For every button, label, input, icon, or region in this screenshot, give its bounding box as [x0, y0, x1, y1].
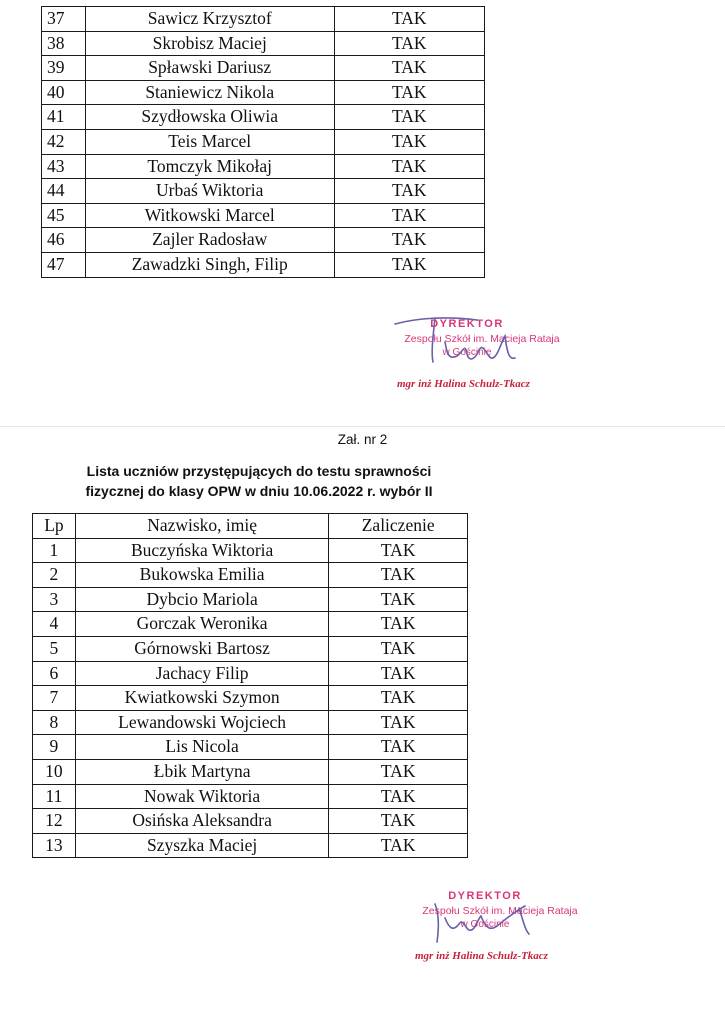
- student-name: Tomczyk Mikołaj: [85, 154, 334, 179]
- result-value: TAK: [329, 833, 468, 858]
- row-number: 3: [33, 587, 76, 612]
- director-stamp-2: [385, 890, 625, 970]
- row-number: 44: [42, 179, 86, 204]
- table-row: [42, 203, 485, 228]
- row-number: 41: [42, 105, 86, 130]
- stamp-title: DYREKTOR: [430, 318, 504, 330]
- result-value: TAK: [334, 105, 485, 130]
- row-number: 2: [33, 563, 76, 588]
- row-number: 40: [42, 80, 86, 105]
- header-lp: Lp: [33, 514, 76, 539]
- student-name: Dybcio Mariola: [75, 587, 329, 612]
- row-number: 12: [33, 809, 76, 834]
- row-number: 13: [33, 833, 76, 858]
- student-name: Witkowski Marcel: [85, 203, 334, 228]
- student-name: Spławski Dariusz: [85, 56, 334, 81]
- students-table-continuation: [41, 6, 485, 278]
- table-row: [33, 538, 468, 563]
- stamp-school: Zespołu Szkół im. Macieja Rataja: [422, 905, 578, 917]
- table-row: [33, 833, 468, 858]
- result-value: TAK: [334, 31, 485, 56]
- table-row: [33, 661, 468, 686]
- row-number: 38: [42, 31, 86, 56]
- stamp-place: w Gościnie: [442, 347, 492, 358]
- table-row: [42, 154, 485, 179]
- student-name: Bukowska Emilia: [75, 563, 329, 588]
- table-row: [33, 587, 468, 612]
- stamp-name: mgr inż Halina Schulz-Tkacz: [397, 378, 530, 390]
- stamp-school: Zespołu Szkół im. Macieja Rataja: [404, 333, 560, 345]
- table-row: [42, 56, 485, 81]
- row-number: 42: [42, 129, 86, 154]
- result-value: TAK: [329, 759, 468, 784]
- result-value: TAK: [329, 710, 468, 735]
- result-value: TAK: [334, 154, 485, 179]
- student-name: Staniewicz Nikola: [85, 80, 334, 105]
- student-name: Szyszka Maciej: [75, 833, 329, 858]
- result-value: TAK: [334, 252, 485, 277]
- student-name: Szydłowska Oliwia: [85, 105, 334, 130]
- result-value: TAK: [329, 636, 468, 661]
- signature-icon: [387, 312, 557, 382]
- row-number: 43: [42, 154, 86, 179]
- student-name: Zajler Radosław: [85, 228, 334, 253]
- student-name: Urbaś Wiktoria: [85, 179, 334, 204]
- table-header-row: [33, 514, 468, 539]
- table-row: [42, 252, 485, 277]
- student-name: Gorczak Weronika: [75, 612, 329, 637]
- student-name: Lis Nicola: [75, 735, 329, 760]
- table-row: [33, 636, 468, 661]
- table-row: [42, 129, 485, 154]
- student-name: Zawadzki Singh, Filip: [85, 252, 334, 277]
- result-value: TAK: [329, 612, 468, 637]
- students-table: [32, 513, 468, 858]
- result-value: TAK: [329, 686, 468, 711]
- table-row: [42, 80, 485, 105]
- header-name: Nazwisko, imię: [75, 514, 329, 539]
- result-value: TAK: [334, 7, 485, 32]
- row-number: 7: [33, 686, 76, 711]
- result-value: TAK: [329, 809, 468, 834]
- row-number: 47: [42, 252, 86, 277]
- student-name: Sawicz Krzysztof: [85, 7, 334, 32]
- row-number: 8: [33, 710, 76, 735]
- signature-icon: [405, 884, 575, 954]
- table-row: [33, 710, 468, 735]
- result-value: TAK: [329, 735, 468, 760]
- row-number: 9: [33, 735, 76, 760]
- table-row: [33, 563, 468, 588]
- student-name: Kwiatkowski Szymon: [75, 686, 329, 711]
- result-value: TAK: [334, 129, 485, 154]
- stamp-name: mgr inż Halina Schulz-Tkacz: [415, 950, 548, 962]
- student-name: Buczyńska Wiktoria: [75, 538, 329, 563]
- page-separator: [0, 426, 725, 427]
- result-value: TAK: [329, 538, 468, 563]
- table-row: [33, 809, 468, 834]
- student-name: Nowak Wiktoria: [75, 784, 329, 809]
- table-row: [42, 179, 485, 204]
- result-value: TAK: [334, 228, 485, 253]
- result-value: TAK: [334, 179, 485, 204]
- result-value: TAK: [334, 56, 485, 81]
- row-number: 11: [33, 784, 76, 809]
- student-name: Teis Marcel: [85, 129, 334, 154]
- list-title: [25, 461, 493, 501]
- table-row: [42, 228, 485, 253]
- student-name: Górnowski Bartosz: [75, 636, 329, 661]
- table-row: [33, 686, 468, 711]
- attachment-number: Zał. nr 2: [337, 432, 388, 447]
- row-number: 1: [33, 538, 76, 563]
- result-value: TAK: [329, 587, 468, 612]
- row-number: 46: [42, 228, 86, 253]
- result-value: TAK: [329, 563, 468, 588]
- row-number: 37: [42, 7, 86, 32]
- student-name: Jachacy Filip: [75, 661, 329, 686]
- student-name: Łbik Martyna: [75, 759, 329, 784]
- stamp-title: DYREKTOR: [448, 890, 522, 902]
- list-title-line-2: fizycznej do klasy OPW w dniu 10.06.2022 r. wybór II: [85, 483, 433, 499]
- result-value: TAK: [329, 784, 468, 809]
- result-value: TAK: [329, 661, 468, 686]
- student-name: Osińska Aleksandra: [75, 809, 329, 834]
- row-number: 45: [42, 203, 86, 228]
- result-value: TAK: [334, 80, 485, 105]
- student-name: Lewandowski Wojciech: [75, 710, 329, 735]
- table-row: [33, 612, 468, 637]
- director-stamp: [367, 318, 607, 398]
- row-number: 39: [42, 56, 86, 81]
- table-row: [42, 105, 485, 130]
- row-number: 5: [33, 636, 76, 661]
- row-number: 4: [33, 612, 76, 637]
- list-title-line-1: Lista uczniów przystępujących do testu sprawności: [86, 463, 432, 479]
- table-row: [42, 7, 485, 32]
- student-name: Skrobisz Maciej: [85, 31, 334, 56]
- row-number: 10: [33, 759, 76, 784]
- table-row: [42, 31, 485, 56]
- header-result: Zaliczenie: [329, 514, 468, 539]
- table-row: [33, 735, 468, 760]
- result-value: TAK: [334, 203, 485, 228]
- table-row: [33, 784, 468, 809]
- table-row: [33, 759, 468, 784]
- stamp-place: w Gościnie: [460, 919, 510, 930]
- row-number: 6: [33, 661, 76, 686]
